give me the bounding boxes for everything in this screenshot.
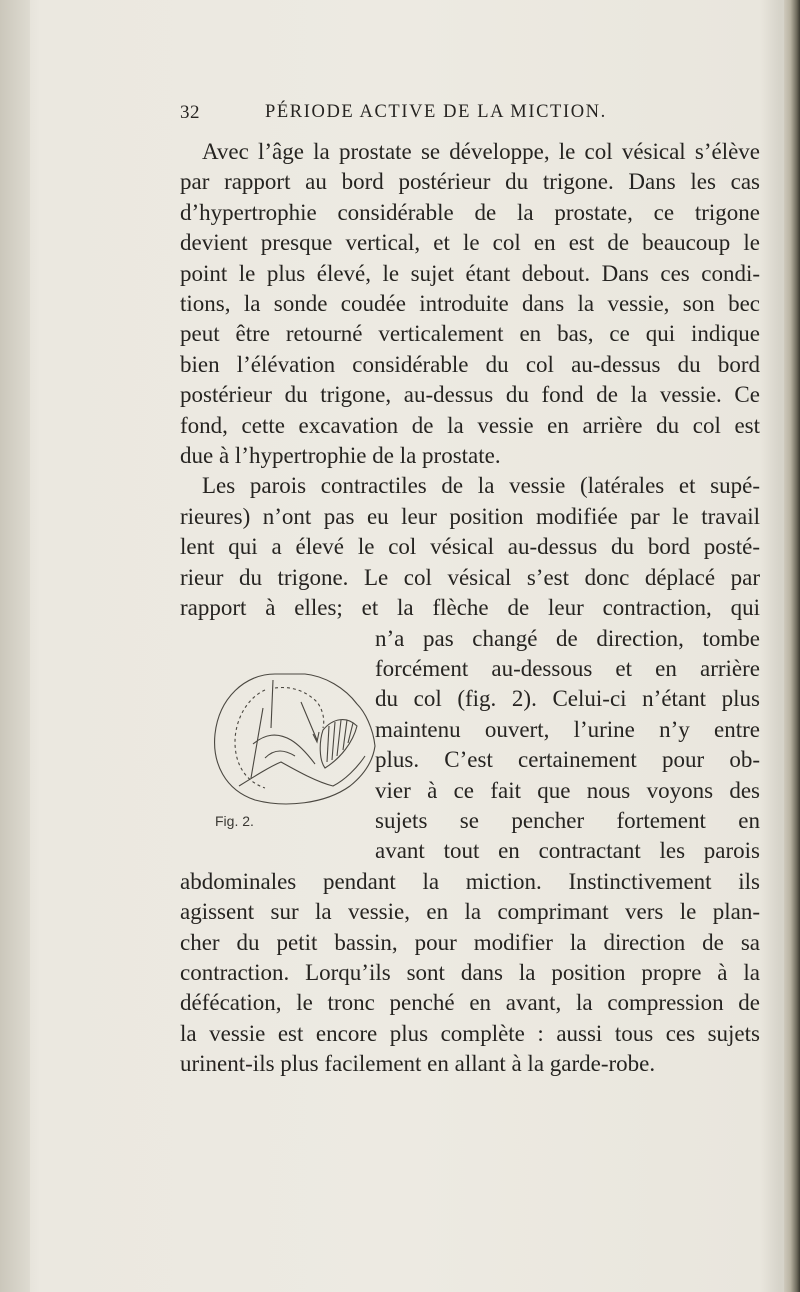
axis-line xyxy=(271,680,273,728)
page-right-edge xyxy=(784,0,800,1292)
inner-contour-top xyxy=(275,688,324,728)
text-line: n’a pas changé de direction, tombe xyxy=(375,625,760,651)
text-line: peut être retourné verticalement en bas, ce qui indique xyxy=(180,321,760,347)
arrow-line xyxy=(301,702,317,740)
text-line: bien l’élévation considérable du col au-dessus du bord xyxy=(180,351,760,377)
text-line: défécation, le tronc penché en avant, la compression de xyxy=(180,990,760,1016)
text-line: par rapport au bord postérieur du trigone. Dans les cas xyxy=(180,169,760,195)
text-line: point le plus élevé, le sujet étant debout. Dans ces condi- xyxy=(180,260,760,286)
contraction-line xyxy=(265,751,295,758)
text-line: agissent sur la vessie, en la comprimant vers le plan- xyxy=(180,899,760,925)
text-line: du col (fig. 2). Celui-ci n’étant plus xyxy=(375,686,760,712)
trigone-line xyxy=(253,735,315,764)
text-line: abdominales pendant la miction. Instinctivement ils xyxy=(180,868,760,894)
text-line: tions, la sonde coudée introduite dans la vessie, son bec xyxy=(180,291,760,317)
text-line: la vessie est encore plus complète : aussi tous ces sujets xyxy=(180,1020,760,1046)
text-line: contraction. Lorqu’ils sont dans la position propre à la xyxy=(180,959,760,985)
text-line: devient presque vertical, et le col en est de beaucoup le xyxy=(180,230,760,256)
text-line: rieur du trigone. Le col vésical s’est donc déplacé par xyxy=(180,564,760,590)
text-line: avant tout en contractant les parois xyxy=(375,838,760,864)
running-head: PÉRIODE ACTIVE DE LA MICTION. xyxy=(265,102,607,122)
text-line: plus. C’est certainement pour ob- xyxy=(375,747,760,773)
text-line: Avec l’âge la prostate se développe, le col vésical s’élève xyxy=(202,139,760,164)
text-line: urinent-ils plus facilement en allant à la garde-robe. xyxy=(180,1051,656,1077)
text-line: Les parois contractiles de la vessie (latérales et supé- xyxy=(202,473,760,499)
bladder-diagram-figure xyxy=(205,668,383,808)
text-line: due à l’hypertrophie de la prostate. xyxy=(180,443,501,469)
figure-caption: Fig. 2. xyxy=(215,813,254,829)
text-line: fond, cette excavation de la vessie en arrière du col est xyxy=(180,412,760,438)
page-number: 32 xyxy=(180,102,200,123)
page-left-edge xyxy=(0,0,30,1292)
text-line: d’hypertrophie considérable de la prostate, ce trigone xyxy=(180,199,760,225)
text-line: sujets se pencher fortement en xyxy=(375,807,760,833)
text-line: forcément au-dessous et en arrière xyxy=(375,655,760,681)
text-line: rapport à elles; et la flèche de leur contraction, qui xyxy=(180,595,760,621)
text-line: vier à ce fait que nous voyons des xyxy=(375,777,760,803)
text-line: cher du petit bassin, pour modifier la direction de sa xyxy=(180,929,760,955)
axis-line-2 xyxy=(251,708,263,778)
text-line: lent qui a élevé le col vésical au-dessus du bord posté- xyxy=(180,534,760,560)
text-line: rieures) n’ont pas eu leur position modifiée par le travail xyxy=(180,503,760,529)
bottom-curve xyxy=(239,756,365,786)
text-line: postérieur du trigone, au-dessus du fond de la vessie. Ce xyxy=(180,382,760,408)
bladder-outline xyxy=(215,674,375,804)
page-header xyxy=(180,102,760,132)
text-line: maintenu ouvert, l’urine n’y entre xyxy=(375,716,760,742)
body-text xyxy=(180,137,760,1080)
